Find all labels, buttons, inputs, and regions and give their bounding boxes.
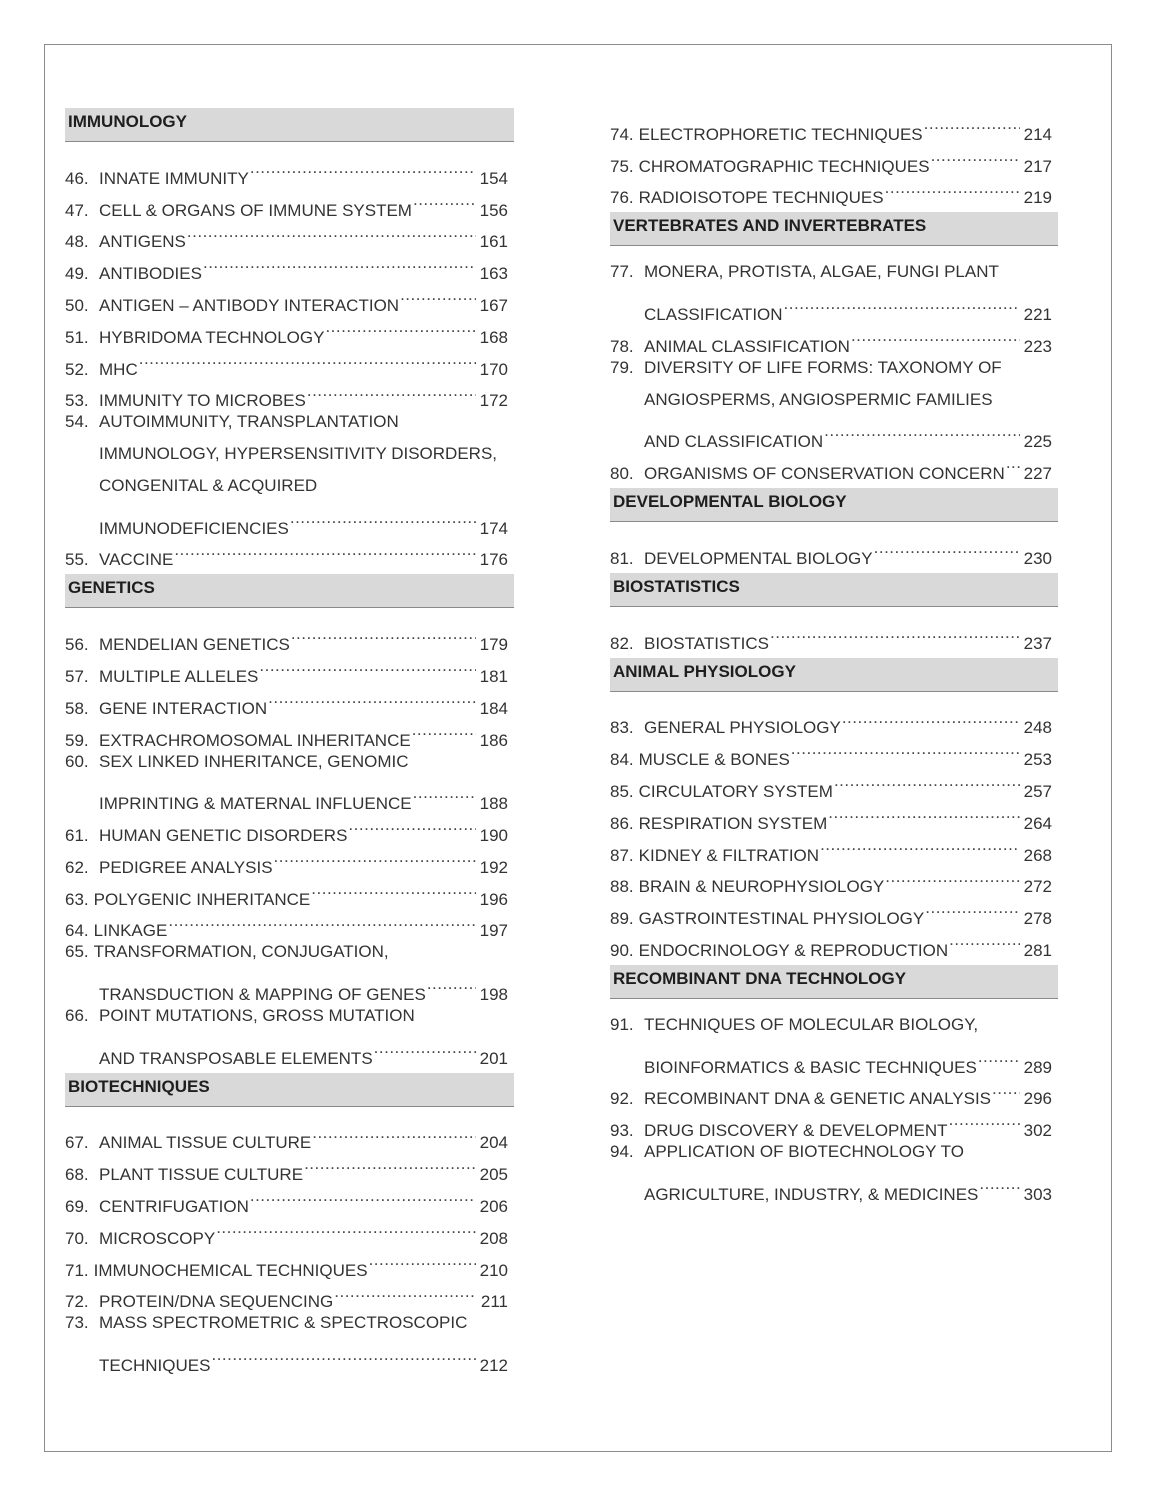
entry-number: 55. [65,550,89,570]
entry-number: 74. [610,124,634,144]
entry-title: TECHNIQUES OF MOLECULAR BIOLOGY, [644,1014,979,1034]
dot-leader [784,288,1020,320]
toc-section-developmental-biology [610,488,1058,568]
toc-section-biostatistics [610,573,1058,653]
entry-number: 90. [610,940,634,960]
entry-title: IMMUNOCHEMICAL TECHNIQUES [93,1260,368,1280]
entry-title: DEVELOPMENTAL BIOLOGY [644,548,873,568]
entry-title: LINKAGE [93,921,168,941]
entry-title: ANIMAL TISSUE CULTURE [99,1133,312,1153]
entry-title: ANTIBODIES [99,264,202,284]
page-number: 186 [479,730,508,750]
dot-leader [174,534,476,566]
entry-number: 48. [65,232,89,252]
entry-number: 60. [65,751,89,771]
entry-title: DIVERSITY OF LIFE FORMS: TAXONOMY OF [644,357,1002,377]
entry-title: SEX LINKED INHERITANCE, GENOMIC [99,751,409,771]
entry-title: PLANT TISSUE CULTURE [99,1165,304,1185]
entry-number: 69. [65,1196,89,1216]
dot-leader [842,702,1020,734]
entry-title: RADIOISOTOPE TECHNIQUES [638,188,884,208]
entry-number: 51. [65,327,89,347]
dot-leader [325,311,476,343]
entry-title: ANTIGENS [99,232,186,252]
entry-title: TRANSFORMATION, CONJUGATION, [93,942,389,962]
entry-title: MULTIPLE ALLELES [99,666,259,686]
page-number: 190 [479,825,508,845]
page-number: 184 [479,698,508,718]
entry-title: IMPRINTING & MATERNAL INFLUENCE [99,794,412,814]
toc-left-column [65,108,514,1375]
page-number: 196 [479,889,508,909]
dot-leader [291,618,476,650]
entry-title: CHROMATOGRAPHIC TECHNIQUES [638,156,930,176]
entry-title: MONERA, PROTISTA, ALGAE, FUNGI PLANT [644,262,999,282]
entry-number: 52. [65,359,89,379]
dot-leader [427,968,476,1000]
entry-title: AND TRANSPOSABLE ELEMENTS [99,1048,373,1068]
dot-leader [400,279,476,311]
entry-title: HUMAN GENETIC DISORDERS [99,825,348,845]
page-number: 214 [1023,124,1052,144]
page-number: 170 [479,359,508,379]
entry-title: GENERAL PHYSIOLOGY [644,718,841,738]
toc-entry[interactable] [65,1307,514,1375]
entry-number: 85. [610,781,634,801]
entry-number: 76. [610,188,634,208]
page-number: 303 [1023,1184,1052,1204]
entry-title: CONGENITAL & ACQUIRED [99,475,318,495]
entry-title: ELECTROPHORETIC TECHNIQUES [638,124,923,144]
entry-number: 73. [65,1313,89,1333]
entry-title: IMMUNITY TO MICROBES [99,391,306,411]
page-number: 204 [479,1133,508,1153]
entry-title: IMMUNOLOGY, HYPERSENSITIVITY DISORDERS, [99,444,498,464]
toc-section-vertebrates-and-invertebrates [610,212,1058,483]
page-number: 188 [479,794,508,814]
entry-number: 62. [65,857,89,877]
entry-title: MENDELIAN GENETICS [99,635,290,655]
page-number: 221 [1023,304,1052,324]
page-number: 237 [1023,633,1052,653]
dot-leader [307,375,476,407]
entry-title: PEDIGREE ANALYSIS [99,857,273,877]
page-number: 257 [1023,781,1052,801]
entry-number: 63. [65,889,89,909]
entry-title: ENDOCRINOLOGY & REPRODUCTION [638,940,949,960]
dot-leader [824,415,1020,447]
page-number: 211 [480,1292,508,1312]
toc-entry[interactable] [610,108,1058,144]
section-heading: VERTEBRATES AND INVERTEBRATES [610,212,1058,246]
entry-title: ANGIOSPERMS, ANGIOSPERMIC FAMILIES [644,389,993,409]
entry-title: IMMUNODEFICIENCIES [99,518,289,538]
dot-leader [412,714,476,746]
page-number: 197 [479,921,508,941]
entry-number: 79. [610,357,634,377]
page-number: 192 [479,857,508,877]
dot-leader [791,733,1020,765]
page-number: 230 [1023,548,1052,568]
entry-number: 58. [65,698,89,718]
entry-title: CIRCULATORY SYSTEM [638,781,833,801]
entry-title: DRUG DISCOVERY & DEVELOPMENT [644,1121,948,1141]
toc-entry[interactable] [610,1009,1058,1077]
dot-leader [334,1276,476,1308]
page-number: 264 [1023,813,1052,833]
entry-title: ANTIGEN – ANTIBODY INTERACTION [99,295,400,315]
dot-leader [290,502,476,534]
page-number: 225 [1023,432,1052,452]
entry-title: ANIMAL CLASSIFICATION [644,336,850,356]
entry-number: 50. [65,295,89,315]
entry-number: 84. [610,750,634,770]
toc-entry[interactable] [65,1000,514,1068]
dot-leader [187,216,476,248]
entry-number: 47. [65,200,89,220]
dot-leader [413,777,476,809]
toc-entry[interactable] [610,532,1058,568]
entry-number: 57. [65,666,89,686]
entry-title: CELL & ORGANS OF IMMUNE SYSTEM [99,200,412,220]
entry-number: 71. [65,1260,89,1280]
dot-leader [949,1104,1020,1136]
page-number: 281 [1023,940,1052,960]
entry-title: HYBRIDOMA TECHNOLOGY [99,327,325,347]
entry-title: EXTRACHROMOSOMAL INHERITANCE [99,730,411,750]
page-number: 156 [479,200,508,220]
page-number: 201 [479,1048,508,1068]
entry-title: TRANSDUCTION & MAPPING OF GENES [99,984,426,1004]
entry-title: KIDNEY & FILTRATION [638,845,820,865]
entry-number: 65. [65,942,89,962]
entry-number: 72. [65,1292,89,1312]
page-number: 168 [479,327,508,347]
entry-title: POLYGENIC INHERITANCE [93,889,311,909]
entry-title: AGRICULTURE, INDUSTRY, & MEDICINES [644,1184,979,1204]
entry-title: AND CLASSIFICATION [644,432,824,452]
toc-entry[interactable] [610,617,1058,653]
entry-number: 83. [610,718,634,738]
page-number: 198 [479,984,508,1004]
section-heading: BIOSTATISTICS [610,573,1058,607]
entry-number: 94. [610,1142,634,1162]
entry-number: 56. [65,635,89,655]
entry-number: 92. [610,1089,634,1109]
entry-number: 53. [65,391,89,411]
entry-title: ORGANISMS OF CONSERVATION CONCERN [644,463,1005,483]
page-number: 154 [479,168,508,188]
toc-entry[interactable] [610,1136,1058,1204]
dot-leader [139,343,476,375]
dot-leader [312,1117,476,1149]
toc-right-column [610,108,1058,1204]
toc-entry[interactable] [610,256,1058,324]
dot-leader [979,1168,1020,1200]
dot-leader [250,152,476,184]
page-number: 172 [479,391,508,411]
dot-leader [268,682,476,714]
page-number: 208 [479,1228,508,1248]
dot-leader [250,1180,476,1212]
page-number: 289 [1023,1057,1052,1077]
toc-entry[interactable] [65,406,514,538]
dot-leader [274,841,476,873]
page-number: 161 [479,232,508,252]
entry-title: GENE INTERACTION [99,698,268,718]
toc-section-genetics [65,574,514,1068]
entry-number: 89. [610,909,634,929]
section-heading: GENETICS [65,574,514,608]
page-number: 163 [479,264,508,284]
dot-leader [770,617,1020,649]
dot-leader [369,1244,476,1276]
dot-leader [885,861,1020,893]
entry-number: 86. [610,813,634,833]
toc-entry[interactable] [65,1117,514,1153]
entry-title: GASTROINTESTINAL PHYSIOLOGY [638,909,925,929]
page-number: 210 [479,1260,508,1280]
dot-leader [924,108,1020,140]
dot-leader [874,532,1020,564]
entry-number: 70. [65,1228,89,1248]
page-number: 278 [1023,909,1052,929]
dot-leader [931,140,1020,172]
entry-number: 46. [65,168,89,188]
page-number: 212 [479,1355,508,1375]
page-number: 302 [1023,1121,1052,1141]
page-number: 227 [1023,463,1052,483]
toc-section-animal-physiology [610,658,1058,960]
entry-number: 75. [610,156,634,176]
entry-title: BRAIN & NEUROPHYSIOLOGY [638,877,885,897]
section-heading: RECOMBINANT DNA TECHNOLOGY [610,965,1058,999]
entry-title: PROTEIN/DNA SEQUENCING [99,1292,334,1312]
entry-number: 93. [610,1121,634,1141]
entry-number: 66. [65,1005,89,1025]
toc-section-continued [610,108,1058,208]
page-number: 272 [1023,877,1052,897]
entry-number: 78. [610,336,634,356]
dot-leader [992,1073,1020,1105]
toc-entry[interactable] [65,746,514,814]
entry-number: 68. [65,1165,89,1185]
toc-section-biotechniques [65,1073,514,1375]
entry-number: 67. [65,1133,89,1153]
page-number: 268 [1023,845,1052,865]
page-number: 205 [479,1165,508,1185]
section-heading: IMMUNOLOGY [65,108,514,142]
section-heading: ANIMAL PHYSIOLOGY [610,658,1058,692]
page-number: 179 [479,635,508,655]
page-number: 176 [479,550,508,570]
toc-entry[interactable] [65,618,514,655]
entry-title: CLASSIFICATION [644,304,783,324]
toc-section-immunology [65,108,514,570]
entry-title: RESPIRATION SYSTEM [638,813,828,833]
dot-leader [304,1148,476,1180]
page-number: 167 [479,295,508,315]
page-number: 181 [479,666,508,686]
entry-number: 49. [65,264,89,284]
entry-number: 82. [610,633,634,653]
toc-entry[interactable] [65,152,514,188]
entry-title: MICROSCOPY [99,1228,216,1248]
entry-title: BIOINFORMATICS & BASIC TECHNIQUES [644,1057,977,1077]
entry-title: CENTRIFUGATION [99,1196,249,1216]
entry-number: 81. [610,548,634,568]
entry-number: 80. [610,463,634,483]
entry-title: APPLICATION OF BIOTECHNOLOGY TO [644,1142,964,1162]
dot-leader [834,765,1020,797]
page-number: 253 [1023,750,1052,770]
entry-title: MUSCLE & BONES [638,750,790,770]
entry-number: 91. [610,1014,634,1034]
page-number: 206 [479,1196,508,1216]
page-number: 296 [1023,1089,1052,1109]
entry-number: 59. [65,730,89,750]
dot-leader [828,797,1020,829]
entry-title: MHC [99,359,138,379]
dot-leader [885,172,1020,204]
dot-leader [413,184,476,216]
dot-leader [851,320,1020,352]
dot-leader [348,809,476,841]
dot-leader [374,1032,476,1064]
entry-number: 54. [65,412,89,432]
dot-leader [925,892,1020,924]
entry-title: TECHNIQUES [99,1355,211,1375]
dot-leader [311,873,476,905]
entry-title: INNATE IMMUNITY [99,168,249,188]
entry-number: 88. [610,877,634,897]
entry-title: VACCINE [99,550,174,570]
section-heading: BIOTECHNIQUES [65,1073,514,1107]
page-number: 223 [1023,336,1052,356]
dot-leader [168,905,476,937]
entry-title: RECOMBINANT DNA & GENETIC ANALYSIS [644,1089,992,1109]
dot-leader [259,650,476,682]
dot-leader [820,829,1020,861]
dot-leader [949,924,1020,956]
toc-entry[interactable] [610,352,1058,452]
toc-entry[interactable] [610,702,1058,738]
entry-number: 77. [610,262,634,282]
dot-leader [203,247,476,279]
page-number: 248 [1023,718,1052,738]
section-heading: DEVELOPMENTAL BIOLOGY [610,488,1058,522]
entry-title: MASS SPECTROMETRIC & SPECTROSCOPIC [99,1313,468,1333]
entry-title: BIOSTATISTICS [644,633,769,653]
entry-number: 64. [65,921,89,941]
entry-number: 87. [610,845,634,865]
toc-entry[interactable] [65,936,514,1004]
entry-title: POINT MUTATIONS, GROSS MUTATION [99,1005,415,1025]
dot-leader [978,1041,1020,1073]
dot-leader [1006,447,1020,479]
dot-leader [216,1212,476,1244]
page-number: 217 [1023,156,1052,176]
entry-title: AUTOIMMUNITY, TRANSPLANTATION [99,412,399,432]
dot-leader [211,1339,476,1371]
toc-section-recombinant-dna-technology [610,965,1058,1204]
entry-number: 61. [65,825,89,845]
page-number: 219 [1023,188,1052,208]
page-number: 174 [479,518,508,538]
